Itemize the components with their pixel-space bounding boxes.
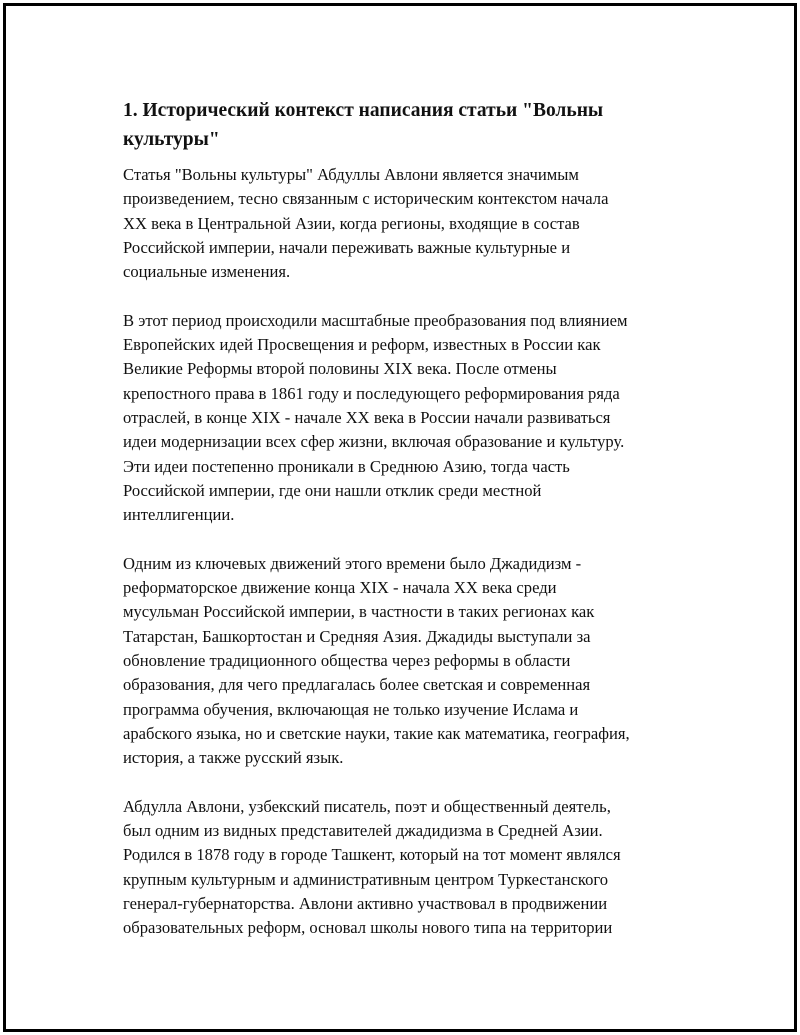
document-body	[123, 96, 703, 965]
section-heading: 1. Исторический контекст написания статьи "Вольны культуры"	[123, 100, 604, 150]
paragraph-1: Статья "Вольны культуры" Абдуллы Авлони является значимым произведением, тесно связанным с историческим контекстом начала XX века в Центральной Азии, когда регионы, входящие в состав Российской империи, начали переживать важные культурные и социальные изменения.	[123, 165, 609, 282]
page-frame	[3, 3, 797, 1032]
paragraph-2: В этот период происходили масштабные преобразования под влиянием Европейских идей Просвещения и реформ, известных в России как Великие Реформы второй половины XIX века. После отмены крепостного права в 1861 году и последующего реформирования ряда отраслей, в конце XIX - начале XX века в России начали развиваться идеи модернизации всех сфер жизни, включая образование и культуру. Эти идеи постепенно проникали в Среднюю Азию, тогда часть Российской империи, где они нашли отклик среди местной интеллигенции.	[123, 310, 628, 525]
paragraph-4: Абдулла Авлони, узбекский писатель, поэт и общественный деятель, был одним из видных представителей джадидизма в Средней Азии. Родился в 1878 году в городе Ташкент, который на тот момент являлся крупным культурным и административным центром Туркестанского генерал-губернаторства. Авлони активно участвовал в продвижении образовательных реформ, основал школы нового типа на территории	[123, 796, 621, 938]
paragraph-3: Одним из ключевых движений этого времени было Джадидизм - реформаторское движение конца XIX - начала XX века среди мусульман Российской империи, в частности в таких регионах как Татарстан, Башкортостан и Средняя Азия. Джадиды выступали за обновление традиционного общества через реформы в области образования, для чего предлагалась более светская и современная программа обучения, включающая не только изучение Ислама и арабского языка, но и светские науки, такие как математика, география, история, а также русский язык.	[123, 553, 630, 768]
